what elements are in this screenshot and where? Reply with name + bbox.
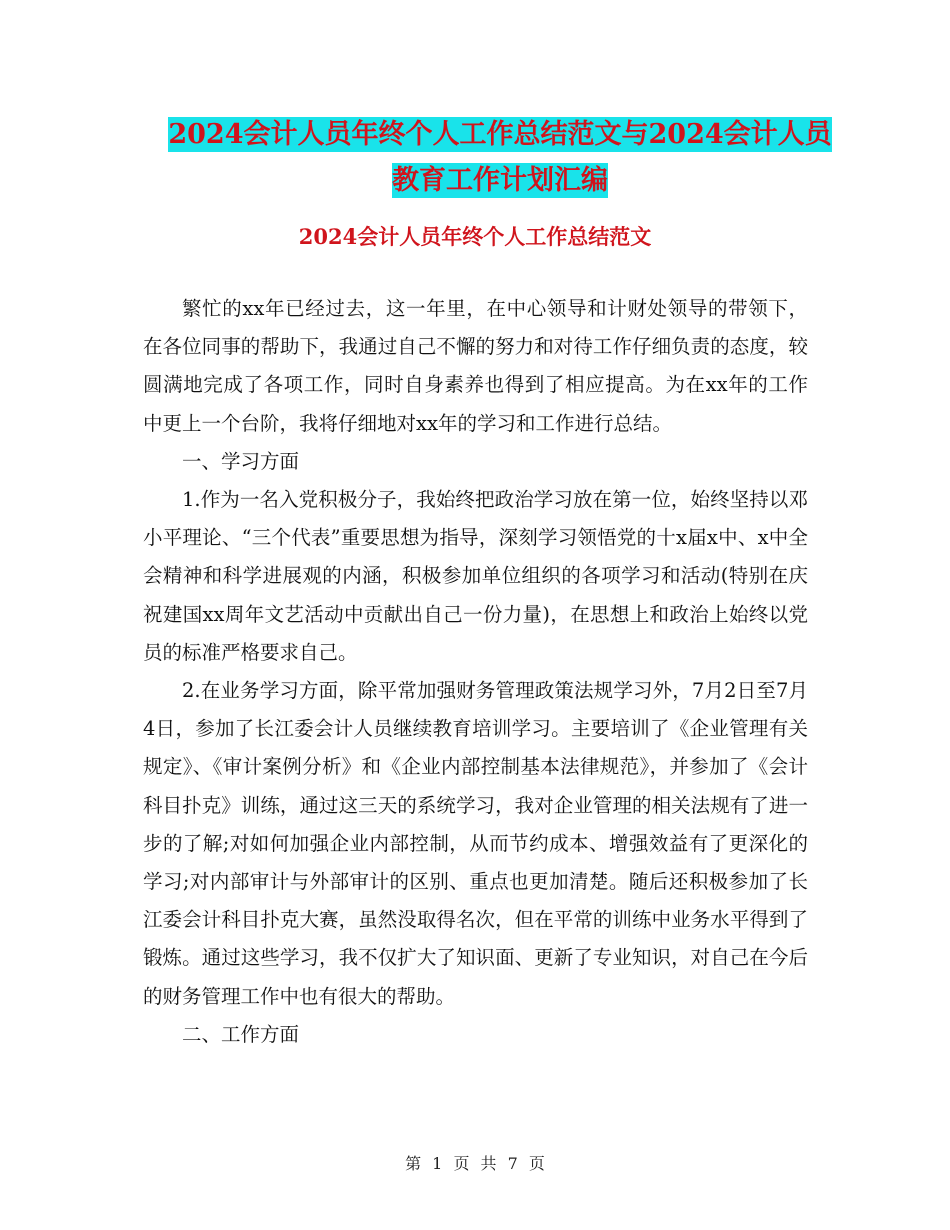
title-line-1: 2024会计人员年终个人工作总结范文与2024会计人员 xyxy=(168,119,832,150)
heading-work: 二、工作方面 xyxy=(182,1022,300,1046)
section-title: 2024会计人员年终个人工作总结范文 xyxy=(298,224,652,249)
paragraph-study-2: 2.在业务学习方面，除平常加强财务管理政策法规学习外，7月2日至7月4日，参加了长江委会计人员继续教育培训学习。主要培训了《企业管理有关规定》、《审计案例分析》和《企业内部控制基本法律规范》，并参加了《会计科目扑克》训练，通过这三天的系统学习，我对企业管理的相关法规有了进一步的了解;对如何加强企业内部控制，从而节约成本、增强效益有了更深化的学习;对内部审计与外部审计的区别、重点也更加清楚。随后还积极参加了长江委会计科目扑克大赛，虽然没取得名次，但在平常的训练中业务水平得到了锻炼。通过这些学习，我不仅扩大了知识面、更新了专业知识，对自己在今后的财务管理工作中也有很大的帮助。 xyxy=(143,679,808,1008)
paragraph-study-1: 1.作为一名入党积极分子，我始终把政治学习放在第一位，始终坚持以邓小平理论、“三个代表”重要思想为指导，深刻学习领悟党的十x届x中、x中全会精神和科学进展观的内涵，积极参加单位组织的各项学习和活动(特别在庆祝建国xx周年文艺活动中贡献出自己一份力量)，在思想上和政治上始终以党员的标准严格要求自己。 xyxy=(143,488,808,664)
heading-study: 一、学习方面 xyxy=(182,449,300,473)
page-footer: 第 1 页 共 7 页 xyxy=(405,1154,545,1173)
title-line-2: 教育工作计划汇编 xyxy=(392,165,608,196)
document-body xyxy=(143,290,808,1054)
paragraph-intro: 繁忙的xx年已经过去，这一年里，在中心领导和计财处领导的带领下，在各位同事的帮助下，我通过自己不懈的努力和对待工作仔细负责的态度，较圆满地完成了各项工作，同时自身素养也得到了相应提高。为在xx年的工作中更上一个台阶，我将仔细地对xx年的学习和工作进行总结。 xyxy=(143,297,808,435)
document-title xyxy=(100,112,900,204)
